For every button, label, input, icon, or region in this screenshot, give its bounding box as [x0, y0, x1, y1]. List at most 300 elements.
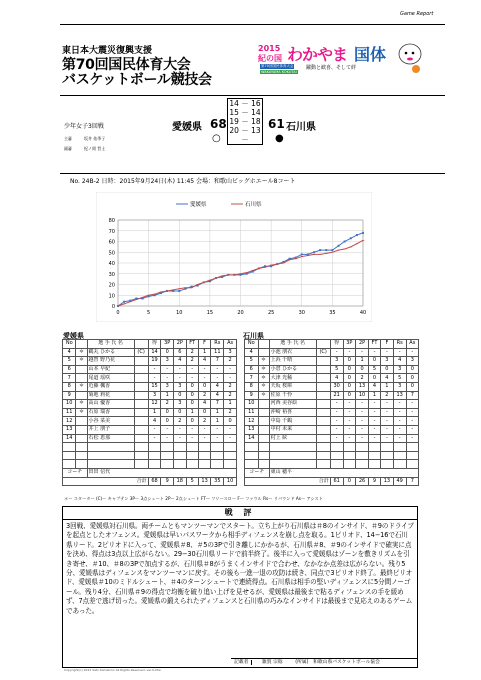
player-row — [245, 417, 419, 426]
legend-label-1: 石川県 — [245, 202, 262, 208]
cell: 3 — [393, 365, 406, 374]
y-tick-label: 60 — [108, 239, 115, 246]
cell: 14 — [245, 434, 259, 443]
cell: 2 — [224, 382, 237, 391]
cell: 1 — [211, 417, 224, 426]
cell: 3 — [148, 391, 161, 400]
cell: - — [356, 417, 369, 426]
cell: - — [161, 434, 174, 443]
cell: - — [406, 417, 418, 426]
game-info: No. 24B-2 日時：2015年9月24日(木) 11:45 会場：和歌山ビッグホエール8コート — [70, 178, 296, 185]
y-tick-label: 0 — [111, 304, 115, 310]
home-score: 68 — [210, 117, 227, 131]
cell: 0 — [343, 365, 356, 374]
cell: - — [356, 425, 369, 434]
report-label: Game Report — [400, 11, 434, 17]
cell: 0 — [406, 365, 418, 374]
cell: 0 — [343, 357, 356, 366]
cell — [316, 374, 330, 383]
umpire-label: 副審 — [64, 146, 72, 151]
away-score: 61 — [268, 117, 285, 131]
cell: - — [330, 425, 343, 434]
point — [331, 249, 333, 251]
cell: 0 — [368, 357, 380, 366]
cell — [316, 365, 330, 374]
cell: - — [343, 408, 356, 417]
cell: 小池 朋衣 — [269, 348, 316, 357]
x-tick-label: 20 — [237, 310, 244, 316]
cell: 4 — [381, 374, 394, 383]
player-row — [63, 365, 237, 374]
header-cell: No — [63, 340, 76, 349]
x-tick-label: 40 — [359, 310, 367, 316]
point — [325, 249, 327, 251]
away-team: 石川県 — [286, 122, 316, 133]
point — [362, 232, 364, 234]
cell: 山本 早紀 — [87, 365, 134, 374]
home-team: 愛媛県 — [172, 122, 202, 133]
player-row — [63, 408, 237, 417]
home-win-mark: ○ — [212, 133, 221, 144]
player-row — [63, 434, 237, 443]
cell — [258, 434, 269, 443]
cell: 11 — [245, 408, 259, 417]
cell: 石松 恵那 — [87, 434, 134, 443]
cell: 0 — [161, 348, 174, 357]
header-cell: 2P — [356, 340, 369, 349]
cell: 8 — [63, 382, 76, 391]
cell: 6 — [173, 348, 186, 357]
cell: - — [211, 425, 224, 434]
cell: 0 — [161, 417, 174, 426]
cell: - — [173, 425, 186, 434]
cell: 3 — [173, 382, 186, 391]
cell: 4 — [173, 357, 186, 366]
cell: - — [173, 365, 186, 374]
cell: - — [343, 400, 356, 409]
cell: - — [343, 348, 356, 357]
point — [123, 301, 125, 303]
org-label: (所属) — [295, 660, 309, 665]
total-cell: 68 — [148, 477, 161, 486]
total-cell: 26 — [356, 477, 369, 486]
total-cell: 35 — [211, 477, 224, 486]
cell: - — [368, 425, 380, 434]
cell: 7 — [63, 374, 76, 383]
cell — [258, 408, 269, 417]
cell: - — [393, 425, 406, 434]
cell — [134, 400, 148, 409]
cell: 14 — [63, 434, 76, 443]
y-tick-label: 10 — [108, 293, 115, 300]
cell: 天坂 桜庫 — [269, 382, 316, 391]
total-cell: 9 — [161, 477, 174, 486]
cell: - — [381, 348, 394, 357]
commentary-box — [62, 506, 418, 668]
header-cell — [76, 340, 87, 349]
cell: (C) — [134, 348, 148, 357]
cell: - — [148, 434, 161, 443]
cell — [76, 374, 87, 383]
cell: 1 — [186, 408, 198, 417]
cell: 15 — [148, 382, 161, 391]
cell: - — [381, 408, 394, 417]
cell: 9 — [245, 391, 259, 400]
player-row — [245, 382, 419, 391]
cell: - — [368, 348, 380, 357]
cell: 中島 千鶴 — [269, 417, 316, 426]
cell: - — [343, 425, 356, 434]
cell: ＊ — [258, 382, 269, 391]
cell: 5 — [368, 365, 380, 374]
away-box-title: 石川県 — [243, 332, 264, 340]
header-cell: FT — [186, 340, 198, 349]
cell: - — [381, 425, 394, 434]
header-cell: 3P — [343, 340, 356, 349]
cell: 3 — [173, 400, 186, 409]
cell: 4 — [211, 382, 224, 391]
cell: - — [224, 434, 237, 443]
cell: 鵜丸 ひかる — [87, 348, 134, 357]
cell: 0 — [186, 417, 198, 426]
quarter-2: 15 － 14 — [229, 108, 261, 117]
cell: 1 — [381, 382, 394, 391]
cell: - — [393, 348, 406, 357]
cell: 2 — [198, 417, 211, 426]
cell: 5 — [393, 374, 406, 383]
cell — [134, 434, 148, 443]
cell: 沖崎 裕喜 — [269, 408, 316, 417]
cell: - — [406, 434, 418, 443]
header-cell: F — [381, 340, 394, 349]
cell: 0 — [186, 391, 198, 400]
y-tick-label: 30 — [108, 271, 115, 278]
header-cell: As — [224, 340, 237, 349]
cell: - — [330, 417, 343, 426]
coach-label: コーチ — [63, 468, 88, 477]
commentary-heading: 戦 評 — [63, 507, 417, 520]
coach-name: 田田 信代 — [87, 468, 237, 477]
cell: - — [393, 400, 406, 409]
cell: 1 — [198, 348, 211, 357]
cell: - — [198, 434, 211, 443]
recorder-label: 記載者 — [231, 660, 252, 665]
cell: - — [211, 434, 224, 443]
recorder-row — [231, 658, 417, 667]
cell: 13 — [393, 391, 406, 400]
cell — [316, 425, 330, 434]
cell: ＊ — [258, 357, 269, 366]
cell: - — [161, 374, 174, 383]
cell: 中村 未来 — [269, 425, 316, 434]
cell: - — [406, 400, 418, 409]
cell: 0 — [161, 408, 174, 417]
title-line3: バスケットボール競技会 — [62, 72, 212, 88]
umpire: 紀ノ岡 哲士 — [84, 146, 106, 151]
cell: 2 — [356, 374, 369, 383]
total-cell: 5 — [186, 477, 198, 486]
referee-label: 主審 — [64, 136, 72, 141]
cell: - — [381, 417, 394, 426]
x-tick-label: 5 — [147, 310, 151, 316]
recorder-name: 雑賀 宗稔 — [261, 660, 283, 665]
cell: - — [198, 425, 211, 434]
cell: 大津 光稀 — [269, 374, 316, 383]
cell: 4 — [198, 400, 211, 409]
cell: 3 — [224, 348, 237, 357]
cell: - — [406, 408, 418, 417]
player-row — [63, 425, 237, 434]
cell: 2 — [161, 400, 174, 409]
cell: 4 — [211, 391, 224, 400]
cell: 1 — [224, 400, 237, 409]
cell: ＊ — [258, 391, 269, 400]
cell: 12 — [148, 400, 161, 409]
player-row — [245, 348, 419, 357]
cell: ＊ — [76, 408, 87, 417]
quarter-ot: － — [241, 135, 249, 144]
header-cell: Rs — [211, 340, 224, 349]
player-row — [245, 365, 419, 374]
cell: - — [186, 425, 198, 434]
quarter-4: 20 － 13 — [229, 126, 261, 135]
point — [356, 234, 358, 236]
cell: - — [330, 348, 343, 357]
cell: 5 — [63, 357, 76, 366]
cell: 0 — [406, 374, 418, 383]
cell: - — [330, 400, 343, 409]
cell: - — [211, 374, 224, 383]
point — [338, 245, 340, 247]
cell: 0 — [173, 408, 186, 417]
player-row — [63, 348, 237, 357]
cell: - — [330, 408, 343, 417]
cell: 佐原 千怜 — [269, 391, 316, 400]
player-row — [63, 417, 237, 426]
cell — [134, 365, 148, 374]
cell: 4 — [63, 348, 76, 357]
cell: - — [356, 400, 369, 409]
cell — [134, 357, 148, 366]
total-cell: 7 — [406, 477, 418, 486]
cell: 3 — [330, 357, 343, 366]
cell: - — [406, 348, 418, 357]
game-category: 少年女子3回戦 — [64, 123, 104, 130]
cell: - — [368, 408, 380, 417]
cell: 6 — [63, 365, 76, 374]
header-cell: Rs — [393, 340, 406, 349]
cell: 4 — [368, 382, 380, 391]
cell: 菊地 莉花 — [87, 391, 134, 400]
cell — [316, 382, 330, 391]
x-tick-label: 35 — [329, 310, 336, 316]
cell: 4 — [148, 417, 161, 426]
cell: 河西 美谷絵 — [269, 400, 316, 409]
point — [350, 237, 352, 239]
cell: 井上 朋子 — [87, 425, 134, 434]
point — [178, 290, 180, 292]
cell: ＊ — [258, 365, 269, 374]
cell: - — [393, 434, 406, 443]
player-row — [245, 374, 419, 383]
cell: 0 — [343, 374, 356, 383]
cell — [134, 417, 148, 426]
cell: 近藤 楓香 — [87, 382, 134, 391]
cell: 小谷 菜美 — [87, 417, 134, 426]
cell: 13 — [245, 425, 259, 434]
cell: 越智 野乃花 — [87, 357, 134, 366]
home-box-score — [62, 339, 237, 486]
cell: 0 — [198, 408, 211, 417]
player-row — [63, 357, 237, 366]
header-cell: As — [406, 340, 418, 349]
cell: 12 — [63, 417, 76, 426]
cell — [258, 425, 269, 434]
player-row — [245, 425, 419, 434]
cell — [76, 391, 87, 400]
cell: - — [224, 374, 237, 383]
commentary-text: 3回戦、愛媛県対石川県。両チームともマンツーマンでスタート。立ち上がり石川県は＃8のインサイド、＃9のドライブを起点としたオフェンス。愛媛県は早いパスワークから相手ディフェンスを崩し点を取る。1ピリオド、14−16で石川県リード。2ピリオドに入って、愛媛県＃8、＃5の3Pで引き離しにかかるが、石川県＃8、＃9のインサイドで確実に点を決め、得点は3点以上広がらない。29−30石川県リードで前半終了。後半に入って愛媛県はゾーンを敷きリズムを引き寄せ、＃10、＃8の3Pで加点するが、石川県＃8がうまくインサイドで合わせ、なかなか点差は広がらない。残り5分、愛媛県はディフェンスをマンツーマンに戻す。その後も一進一退の攻防は続き、同点で3ピリオド終了。最終ピリオド、愛媛県＃10のミドルシュート、＃4のターンシュートで連続得点。石川県は相手の堅いディフェンスに5分間ノーゴール。残り4分、石川県＃9の得点で均衡を破り追い上げを見せるが、愛媛県は最後まで粘るディフェンスの手を緩めず、7点差で逃げ切った。愛媛県の鍛えられたディフェンスと石川県の巧みなインサイドは最後まで見応えのあるゲームであった。 — [66, 522, 414, 615]
cell — [134, 374, 148, 383]
cell: 10 — [245, 400, 259, 409]
player-row — [63, 374, 237, 383]
point — [319, 249, 321, 251]
x-tick-label: 30 — [298, 310, 305, 316]
x-tick-label: 0 — [116, 310, 120, 316]
cell: 7 — [211, 357, 224, 366]
cell: 1 — [368, 391, 380, 400]
player-row — [63, 400, 237, 409]
cell: 4 — [393, 357, 406, 366]
quarter-3: 19 － 18 — [229, 117, 261, 126]
title-line1: 東日本大震災復興支援 — [62, 46, 153, 56]
cell: - — [368, 400, 380, 409]
total-cell: 10 — [224, 477, 237, 486]
cell: - — [198, 365, 211, 374]
cell: - — [224, 365, 237, 374]
player-row — [245, 400, 419, 409]
header-cell — [316, 340, 330, 349]
x-tick-label: 10 — [176, 310, 183, 316]
cell: - — [343, 434, 356, 443]
cell: - — [148, 374, 161, 383]
cell — [316, 434, 330, 443]
cell: - — [368, 434, 380, 443]
cell: 11 — [63, 408, 76, 417]
cell: - — [186, 374, 198, 383]
total-row: 合計 68 9 18 5 13 35 10 — [63, 477, 237, 486]
cell: 9 — [63, 391, 76, 400]
header-cell — [134, 340, 148, 349]
cell: 0 — [356, 365, 369, 374]
cell: 4 — [198, 357, 211, 366]
header-cell: No — [245, 340, 259, 349]
cell: - — [224, 425, 237, 434]
cell: 2 — [224, 391, 237, 400]
total-cell: 13 — [381, 477, 394, 486]
cell: 5 — [330, 365, 343, 374]
cell: 6 — [245, 365, 259, 374]
title-line2: 第70回国民体育大会 — [62, 57, 191, 73]
home-box-title: 愛媛県 — [63, 332, 84, 340]
player-row — [245, 434, 419, 443]
point — [313, 251, 315, 253]
cell: 1 — [211, 408, 224, 417]
cell: 2 — [186, 357, 198, 366]
cell: 2 — [224, 357, 237, 366]
player-row — [245, 391, 419, 400]
cell: 3 — [381, 357, 394, 366]
cell — [316, 408, 330, 417]
cell: - — [161, 365, 174, 374]
cell — [258, 348, 269, 357]
cell: 2 — [381, 391, 394, 400]
cell: - — [173, 434, 186, 443]
total-cell: 0 — [343, 477, 356, 486]
copyright: Copyright(c) 2015 Sato Komakino All Rights Reserved. ver.0.05a — [64, 668, 161, 672]
cell — [76, 365, 87, 374]
cell: 0 — [186, 382, 198, 391]
cell: - — [198, 374, 211, 383]
cell: 0 — [343, 382, 356, 391]
cell: - — [186, 434, 198, 443]
point — [301, 253, 303, 255]
header-cell — [258, 340, 269, 349]
player-row — [63, 391, 237, 400]
cell: 19 — [148, 357, 161, 366]
point — [344, 241, 346, 243]
cell: ＊ — [76, 357, 87, 366]
cell: 7 — [245, 374, 259, 383]
cell: 高山 優香 — [87, 400, 134, 409]
coach-label: コーチ — [245, 468, 270, 477]
y-tick-label: 70 — [108, 228, 115, 235]
referee: 坂井 佑季子 — [84, 136, 106, 141]
cell: 2 — [224, 408, 237, 417]
total-cell: 18 — [173, 477, 186, 486]
box-legend: ＊ー スターター (C)ー キャプテン 3Pー 3点シュート 2Pー 2点シュート FTー フリースロー Fー ファウル Rsー リバウンド Asー アシスト — [64, 496, 323, 501]
cell: 2 — [186, 348, 198, 357]
x-tick-label: 15 — [206, 310, 214, 316]
cell: - — [393, 408, 406, 417]
cell: 10 — [356, 391, 369, 400]
cell: - — [330, 434, 343, 443]
away-loss-mark: ● — [275, 133, 284, 144]
cell: 7 — [406, 391, 418, 400]
cell: (C) — [316, 348, 330, 357]
cell: - — [368, 417, 380, 426]
cell: - — [356, 348, 369, 357]
cell: 1 — [356, 357, 369, 366]
total-cell: 13 — [198, 477, 211, 486]
cell: - — [356, 408, 369, 417]
cell — [134, 408, 148, 417]
cell: - — [148, 425, 161, 434]
y-tick-label: 80 — [108, 218, 115, 224]
cell: 2 — [173, 417, 186, 426]
kokutai-logo: 2015 紀の国 わかやま 国体 第70回国民体育大会 躍動と歓喜、そして絆 WAKAYAMA KOKUTAI — [258, 42, 426, 90]
cell: ＊ — [76, 382, 87, 391]
score-progress-chart — [96, 192, 372, 322]
cell: 11 — [211, 348, 224, 357]
cell — [134, 391, 148, 400]
player-row — [245, 357, 419, 366]
cell: 0 — [406, 382, 418, 391]
cell — [316, 400, 330, 409]
cell: - — [186, 365, 198, 374]
cell: 上浜 千晴 — [269, 357, 316, 366]
cell — [76, 434, 87, 443]
